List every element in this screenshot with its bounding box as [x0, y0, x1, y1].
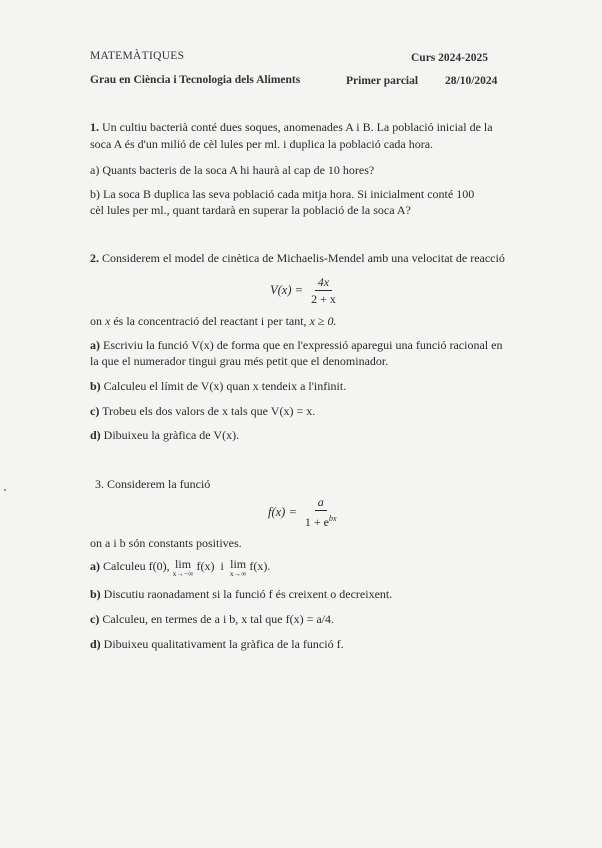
q2-intro	[90, 251, 505, 266]
q2-part-b	[90, 379, 346, 394]
q2-number: 2.	[90, 251, 99, 265]
q2-domain-var: x	[105, 314, 111, 328]
q3-limit1-expr: f(x)	[196, 559, 215, 573]
q2-domain-cond: x ≥ 0.	[309, 314, 337, 328]
q1-number: 1.	[90, 120, 99, 134]
q2-part-b-text: Calculeu el límit de V(x) quan x tendeix a l'infinit.	[103, 379, 347, 393]
q3-formula-den-exp: bx	[329, 514, 337, 523]
scan-speck	[4, 489, 6, 491]
q3-intro-text: Considerem la funció	[107, 477, 211, 491]
q1-part-b-line2: cèl lules per ml., quant tardarà en superar la població de la soca A?	[90, 203, 411, 217]
q2-part-a-line2: la que el numerador tingui grau més petit que el denominador.	[90, 354, 389, 368]
q2-part-d-text: Dibuixeu la gràfica de V(x).	[103, 428, 240, 442]
q2-domain	[90, 314, 336, 329]
q2-formula-numerator: 4x	[315, 275, 332, 291]
q2-formula-lhs: V(x) =	[270, 283, 304, 297]
q1-intro-line2: soca A és d'un milió de cèl lules per ml. i duplica la població cada hora.	[90, 137, 434, 151]
q2-formula	[270, 275, 339, 306]
q2-part-c	[90, 404, 315, 419]
q3-part-a-label: a)	[90, 559, 100, 573]
q3-part-a-pre: Calculeu f(0),	[103, 559, 170, 573]
exam-name: Primer parcial	[346, 75, 419, 87]
q1-intro-line1	[90, 120, 493, 135]
q3-intro	[95, 477, 210, 492]
q3-limit2-sub: x→∞	[229, 569, 247, 578]
course-year: Curs 2024-2025	[411, 52, 488, 64]
q3-formula-denominator	[302, 511, 340, 529]
q3-part-d-label: d)	[90, 637, 101, 651]
q2-formula-denominator: 2 + x	[311, 292, 336, 306]
q3-limit2-word: lim	[230, 557, 247, 571]
q3-part-c-label: c)	[90, 612, 100, 626]
exam-date: 28/10/2024	[445, 75, 498, 87]
q3-part-d	[90, 637, 344, 652]
q2-part-d	[90, 428, 239, 443]
q3-limit2-expr: f(x).	[249, 559, 271, 573]
q3-formula	[268, 495, 340, 529]
q3-constants: on a i b són constants positives.	[90, 536, 242, 550]
q3-limit-pos-inf	[230, 559, 247, 578]
q3-part-c	[90, 612, 334, 627]
q3-number: 3.	[95, 477, 104, 491]
q1-part-b-line1: b) La soca B duplica las seva població cada mitja hora. Si inicialment conté 100	[90, 187, 475, 201]
q2-part-a-label: a)	[90, 338, 100, 352]
q1-part-a: a) Quants bacteris de la soca A hi haurà al cap de 10 hores?	[90, 163, 375, 177]
q3-limit1-sub: x→−∞	[172, 569, 194, 578]
degree-name: Grau en Ciència i Tecnologia dels Aliments	[90, 74, 301, 86]
q3-limit-neg-inf	[173, 559, 194, 578]
q2-domain-pre: on	[90, 314, 105, 328]
q3-formula-den-base: 1 + e	[304, 515, 329, 529]
q3-part-b	[90, 587, 392, 602]
q3-part-b-text: Discutiu raonadament si la funció f és creixent o decreixent.	[103, 587, 393, 601]
q2-part-c-text: Trobeu els dos valors de x tals que V(x) = x.	[102, 404, 316, 418]
q3-formula-fraction	[302, 495, 340, 529]
q2-part-b-label: b)	[90, 379, 101, 393]
q3-part-c-text: Calculeu, en termes de a i b, x tal que f(x) = a/4.	[102, 612, 335, 626]
q2-domain-mid: és la concentració del reactant i per tant,	[110, 314, 310, 328]
q2-part-d-label: d)	[90, 428, 101, 442]
q2-part-a-text: Escriviu la funció V(x) de forma que en l'expressió aparegui una funció racional en	[103, 338, 503, 352]
q2-formula-fraction	[308, 275, 339, 306]
q3-formula-numerator: a	[315, 495, 327, 511]
q3-formula-lhs: f(x) =	[268, 504, 297, 519]
q3-part-a-and: i	[220, 559, 224, 573]
q1-intro-text: Un cultiu bacterià conté dues soques, anomenades A i B. La població inicial de la	[102, 120, 493, 134]
q3-part-a	[90, 559, 270, 578]
q2-intro-text: Considerem el model de cinètica de Michaelis-Mendel amb una velocitat de reacció	[102, 251, 505, 265]
subject-title: MATEMÀTIQUES	[90, 50, 185, 62]
q3-part-b-label: b)	[90, 587, 101, 601]
q3-part-d-text: Dibuixeu qualitativament la gràfica de la funció f.	[103, 637, 344, 651]
q3-limit1-word: lim	[175, 557, 192, 571]
q2-part-c-label: c)	[90, 404, 100, 418]
q2-part-a-line1	[90, 338, 502, 353]
